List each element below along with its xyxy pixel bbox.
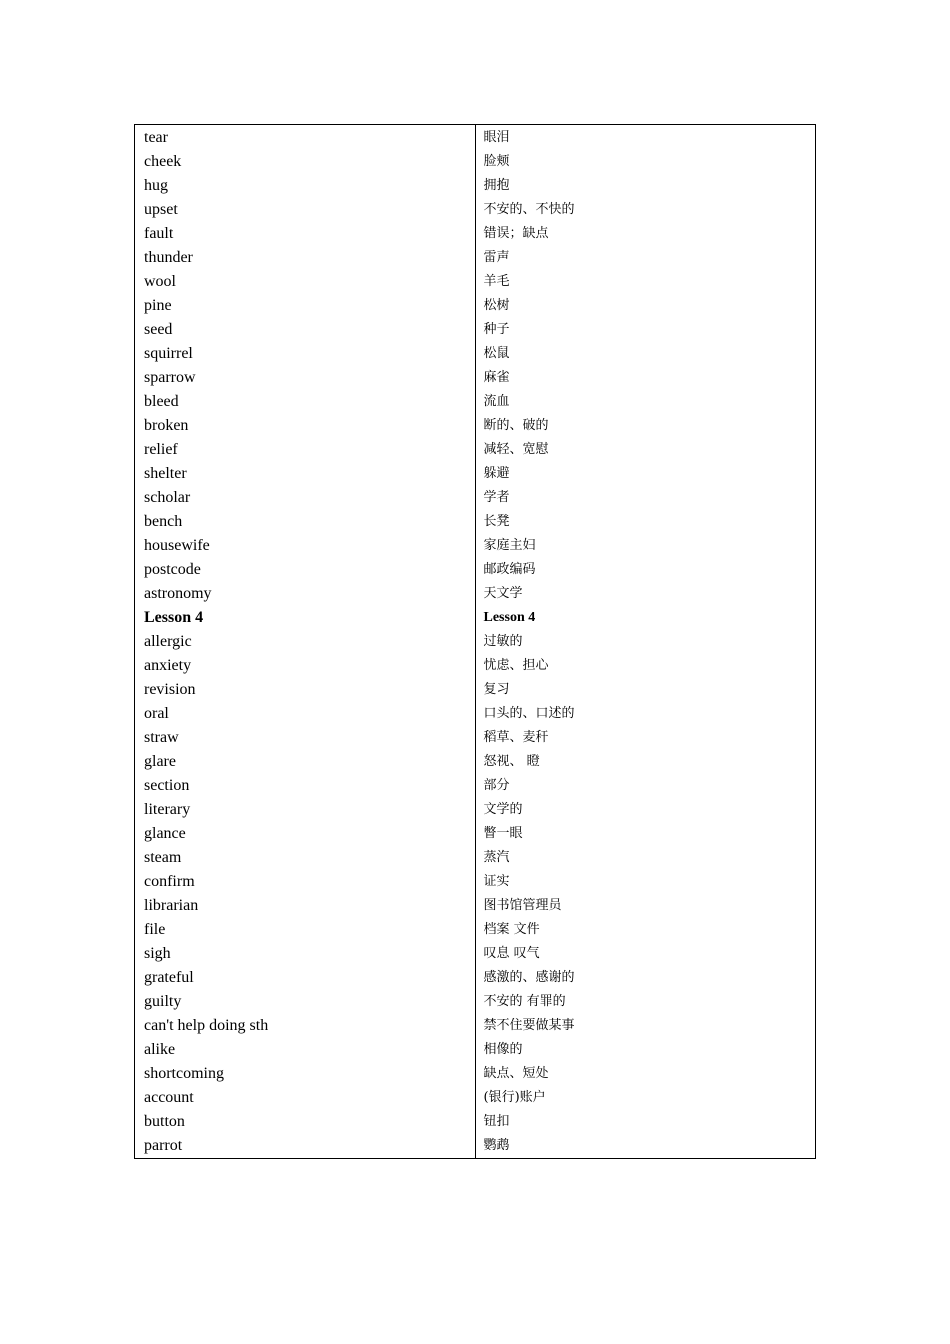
table-row	[135, 942, 816, 966]
chinese-meaning: 错误；缺点	[483, 226, 549, 241]
chinese-meaning: 不安的 有罪的	[483, 994, 566, 1009]
chinese-meaning: 麻雀	[483, 370, 510, 385]
chinese-meaning: 学者	[483, 490, 510, 505]
table-row	[135, 318, 816, 342]
english-word: tear	[135, 125, 476, 151]
chinese-meaning: 文学的	[483, 802, 523, 817]
chinese-meaning: 长凳	[483, 514, 510, 529]
table-row	[135, 654, 816, 678]
chinese-meaning: 断的、破的	[483, 418, 549, 433]
chinese-meaning: 松鼠	[483, 346, 510, 361]
vocabulary-table-body	[135, 125, 816, 1159]
table-row	[135, 125, 816, 151]
table-row	[135, 870, 816, 894]
english-word: bleed	[135, 390, 476, 414]
english-word: cheek	[135, 150, 476, 174]
chinese-meaning: 脸颊	[483, 154, 510, 169]
english-word: shortcoming	[135, 1062, 476, 1086]
chinese-meaning: 部分	[483, 778, 510, 793]
table-row	[135, 534, 816, 558]
vocabulary-table	[134, 124, 816, 1159]
chinese-meaning: 复习	[483, 682, 510, 697]
table-row	[135, 246, 816, 270]
english-word: wool	[135, 270, 476, 294]
table-row	[135, 558, 816, 582]
table-row	[135, 822, 816, 846]
table-row	[135, 150, 816, 174]
english-word: broken	[135, 414, 476, 438]
chinese-meaning: 证实	[483, 874, 510, 889]
chinese-meaning: 种子	[483, 322, 510, 337]
chinese-meaning: 口头的、口述的	[483, 706, 575, 721]
chinese-meaning: 瞥一眼	[483, 826, 523, 841]
chinese-meaning: 家庭主妇	[483, 538, 536, 553]
table-row	[135, 510, 816, 534]
english-word: pine	[135, 294, 476, 318]
chinese-meaning: 缺点、短处	[483, 1066, 549, 1081]
english-word: straw	[135, 726, 476, 750]
english-word: sigh	[135, 942, 476, 966]
english-word: alike	[135, 1038, 476, 1062]
table-row	[135, 1014, 816, 1038]
chinese-meaning: 钮扣	[483, 1114, 510, 1129]
section-heading-row	[135, 606, 816, 630]
english-word: steam	[135, 846, 476, 870]
table-row	[135, 414, 816, 438]
section-heading-chinese: Lesson 4	[483, 610, 536, 625]
table-row	[135, 846, 816, 870]
chinese-meaning: 躲避	[483, 466, 510, 481]
table-row	[135, 270, 816, 294]
table-row	[135, 198, 816, 222]
table-row	[135, 726, 816, 750]
chinese-meaning: 拥抱	[483, 178, 510, 193]
table-row	[135, 1134, 816, 1159]
english-word: librarian	[135, 894, 476, 918]
english-word: account	[135, 1086, 476, 1110]
table-row	[135, 438, 816, 462]
english-word: glance	[135, 822, 476, 846]
chinese-meaning: 眼泪	[483, 130, 510, 145]
chinese-meaning: 天文学	[483, 586, 523, 601]
english-word: thunder	[135, 246, 476, 270]
table-row	[135, 966, 816, 990]
english-word: squirrel	[135, 342, 476, 366]
english-word: can't help doing sth	[135, 1014, 476, 1038]
table-row	[135, 798, 816, 822]
table-row	[135, 918, 816, 942]
english-word: fault	[135, 222, 476, 246]
chinese-meaning: 鹦鹉	[483, 1138, 510, 1153]
english-word: section	[135, 774, 476, 798]
table-row	[135, 678, 816, 702]
table-row	[135, 630, 816, 654]
table-row	[135, 366, 816, 390]
table-row	[135, 462, 816, 486]
chinese-meaning: 不安的、不快的	[483, 202, 575, 217]
table-row	[135, 222, 816, 246]
chinese-meaning: 忧虑、担心	[483, 658, 549, 673]
table-row	[135, 390, 816, 414]
chinese-meaning: 档案 文件	[483, 922, 540, 937]
table-row	[135, 294, 816, 318]
english-word: literary	[135, 798, 476, 822]
english-word: grateful	[135, 966, 476, 990]
chinese-meaning: 流血	[483, 394, 510, 409]
chinese-meaning: 相像的	[483, 1042, 523, 1057]
chinese-meaning: 蒸汽	[483, 850, 510, 865]
english-word: file	[135, 918, 476, 942]
table-row	[135, 1038, 816, 1062]
english-word: glare	[135, 750, 476, 774]
english-word: shelter	[135, 462, 476, 486]
english-word: revision	[135, 678, 476, 702]
english-word: relief	[135, 438, 476, 462]
chinese-meaning: (银行)账户	[483, 1090, 546, 1105]
table-row	[135, 1110, 816, 1134]
chinese-meaning: 松树	[483, 298, 510, 313]
table-row	[135, 990, 816, 1014]
table-row	[135, 750, 816, 774]
chinese-meaning: 稻草、麦秆	[483, 730, 549, 745]
table-row	[135, 582, 816, 606]
chinese-meaning: 邮政编码	[483, 562, 536, 577]
english-word: upset	[135, 198, 476, 222]
english-word: confirm	[135, 870, 476, 894]
table-row	[135, 1062, 816, 1086]
chinese-meaning: 感激的、感谢的	[483, 970, 575, 985]
english-word: scholar	[135, 486, 476, 510]
english-word: button	[135, 1110, 476, 1134]
table-row	[135, 894, 816, 918]
section-heading-english: Lesson 4	[135, 606, 476, 630]
table-row	[135, 774, 816, 798]
english-word: seed	[135, 318, 476, 342]
english-word: sparrow	[135, 366, 476, 390]
table-row	[135, 174, 816, 198]
english-word: guilty	[135, 990, 476, 1014]
english-word: hug	[135, 174, 476, 198]
table-row	[135, 1086, 816, 1110]
chinese-meaning: 减轻、宽慰	[483, 442, 549, 457]
english-word: postcode	[135, 558, 476, 582]
table-row	[135, 702, 816, 726]
english-word: astronomy	[135, 582, 476, 606]
chinese-meaning: 图书馆管理员	[483, 898, 562, 913]
table-row	[135, 342, 816, 366]
english-word: parrot	[135, 1134, 476, 1159]
chinese-meaning: 雷声	[483, 250, 510, 265]
english-word: anxiety	[135, 654, 476, 678]
chinese-meaning: 怒视、 瞪	[483, 754, 540, 769]
english-word: allergic	[135, 630, 476, 654]
chinese-meaning: 禁不住要做某事	[483, 1018, 575, 1033]
english-word: housewife	[135, 534, 476, 558]
chinese-meaning: 过敏的	[483, 634, 523, 649]
chinese-meaning: 叹息 叹气	[483, 946, 540, 961]
table-row	[135, 486, 816, 510]
english-word: bench	[135, 510, 476, 534]
english-word: oral	[135, 702, 476, 726]
chinese-meaning: 羊毛	[483, 274, 510, 289]
